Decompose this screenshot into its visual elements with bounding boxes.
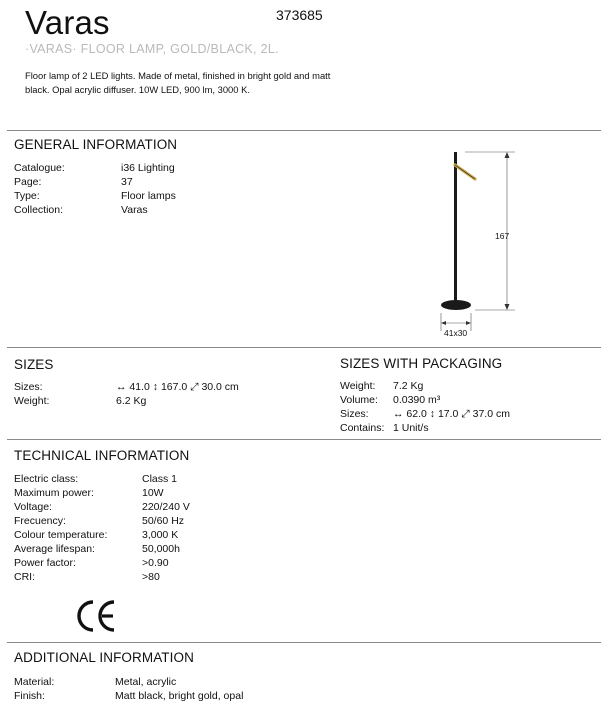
dim-arrow-up	[505, 152, 510, 158]
row-label: Sizes:	[14, 381, 43, 393]
row-label: Volume:	[340, 394, 378, 406]
row-label: CRI:	[14, 571, 35, 583]
row-value: 10W	[142, 487, 164, 499]
row-value: 220/240 V	[142, 501, 190, 513]
row-label: Page:	[14, 176, 42, 188]
row-value: >80	[142, 571, 160, 583]
row-value: 50/60 Hz	[142, 515, 185, 527]
dim-arrow-down	[505, 304, 510, 310]
row-value: 1 Unit/s	[393, 422, 429, 434]
product-description: Floor lamp of 2 LED lights. Made of metal, finished in bright gold and matt black. Opal acrylic diffuser. 10W LED, 900 lm, 3000 K.	[25, 70, 331, 95]
row-value: >0.90	[142, 557, 169, 569]
row-value: Varas	[121, 204, 148, 216]
row-label: Contains:	[340, 422, 385, 434]
lamp-pole	[454, 152, 457, 302]
row-label: Electric class:	[14, 473, 79, 485]
row-value: 50,000h	[142, 543, 180, 555]
row-value: Class 1	[142, 473, 178, 485]
technical-heading: TECHNICAL INFORMATION	[14, 448, 190, 463]
row-value: 3,000 K	[142, 529, 179, 541]
dim-arrow-left	[441, 321, 446, 325]
packaging-heading: SIZES WITH PACKAGING	[340, 356, 503, 371]
row-value: Matt black, bright gold, opal	[115, 690, 244, 702]
row-value: 6.2 Kg	[116, 395, 147, 407]
dim-arrow-right	[466, 321, 471, 325]
row-label: Weight:	[340, 380, 376, 392]
row-value: ↔ 62.0 ↕ 17.0 ⤢ 37.0 cm	[393, 408, 510, 420]
lamp-arm-outline	[455, 165, 475, 179]
row-label: Power factor:	[14, 557, 76, 569]
row-label: Collection:	[14, 204, 64, 216]
product-title: Varas	[25, 4, 110, 41]
row-value: 7.2 Kg	[393, 380, 424, 392]
row-label: Average lifespan:	[14, 543, 95, 555]
divider	[7, 642, 601, 643]
row-label: Voltage:	[14, 501, 52, 513]
row-value: Metal, acrylic	[115, 676, 177, 688]
row-value: i36 Lighting	[121, 162, 175, 174]
divider	[7, 439, 601, 440]
lamp-dimension-drawing	[425, 145, 545, 340]
product-subtitle: ·VARAS· FLOOR LAMP, GOLD/BLACK, 2L.	[25, 42, 279, 56]
row-value: ↔ 41.0 ↕ 167.0 ⤢ 30.0 cm	[116, 381, 239, 393]
product-reference: 373685	[276, 7, 323, 23]
sizes-heading: SIZES	[14, 357, 54, 372]
general-heading: GENERAL INFORMATION	[14, 137, 178, 152]
row-label: Maximum power:	[14, 487, 94, 499]
ce-mark-icon	[76, 598, 120, 634]
row-label: Frecuency:	[14, 515, 66, 527]
row-label: Catalogue:	[14, 162, 65, 174]
row-value: 37	[121, 176, 133, 188]
row-value: Floor lamps	[121, 190, 176, 202]
row-value: 0.0390 m³	[393, 394, 441, 406]
lamp-base	[441, 300, 471, 310]
height-label: 167	[495, 231, 510, 241]
row-label: Material:	[14, 676, 55, 688]
row-label: Finish:	[14, 690, 45, 702]
row-label: Colour temperature:	[14, 529, 108, 541]
divider	[7, 347, 601, 348]
additional-heading: ADDITIONAL INFORMATION	[14, 650, 194, 665]
row-label: Sizes:	[340, 408, 369, 420]
row-label: Weight:	[14, 395, 50, 407]
row-label: Type:	[14, 190, 40, 202]
divider	[7, 130, 601, 131]
base-label: 41x30	[444, 328, 468, 338]
